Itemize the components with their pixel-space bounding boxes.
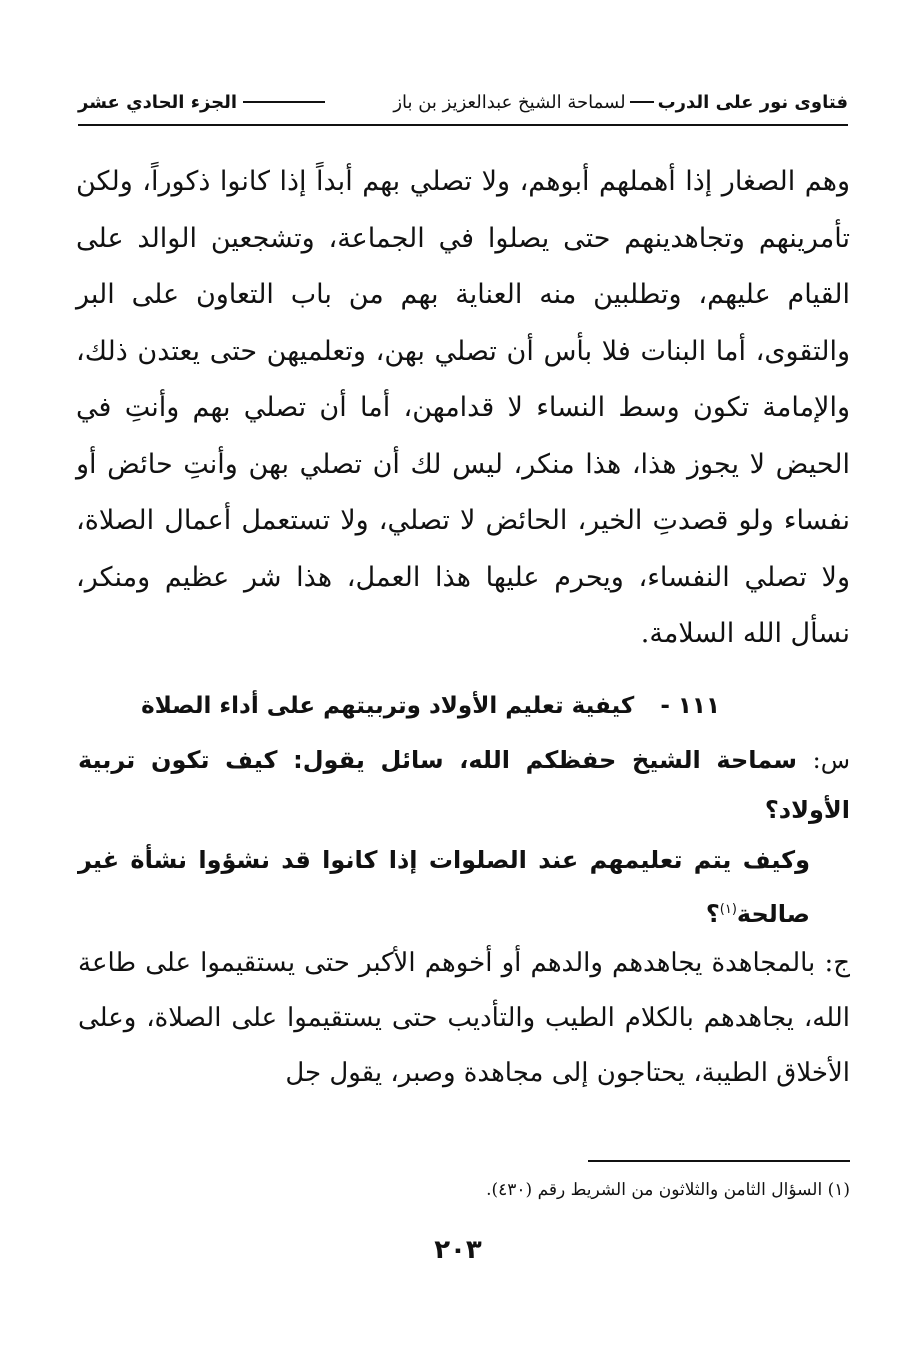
page-number: ٢٠٣: [434, 1235, 482, 1265]
header-series-title: فتاوى نور على الدرب: [657, 91, 848, 113]
footnote: (١) السؤال الثامن والثلاثون من الشريط رقم (٤٣٠).: [486, 1180, 850, 1200]
header-series-author: [393, 92, 848, 113]
question-text-2: وكيف يتم تعليمهم عند الصلوات إذا كانوا قد نشؤوا نشأة غير صالحة: [78, 846, 810, 928]
section-title: كيفية تعليم الأولاد وتربيتهم على أداء الصلاة: [141, 693, 635, 719]
body-paragraph: [76, 154, 850, 663]
question-label: س:: [812, 746, 851, 774]
header-rule-segment: [243, 101, 325, 103]
header-underline: [78, 124, 848, 126]
answer-block: [78, 936, 850, 1101]
question-line-1: [78, 735, 850, 835]
header-dash: [630, 101, 654, 103]
header-volume: الجزء الحادي عشر: [78, 91, 238, 113]
section-heading: [141, 693, 720, 719]
footnote-reference[interactable]: (١): [719, 902, 737, 917]
question-block: [78, 735, 850, 939]
answer-text: بالمجاهدة يجاهدهم والدهم أو أخوهم الأكبر حتى يستقيموا على طاعة الله، يجاهدهم بالكلام الطيب والتأديب حتى يستقيموا على الصلاة، وعلى الأخلاق الطيبة، يحتاجون إلى مجاهدة وصبر، يقول جل: [78, 948, 850, 1088]
question-line-2: [78, 835, 850, 939]
header-author: لسماحة الشيخ عبدالعزيز بن باز: [393, 91, 626, 113]
paragraph-text: وهم الصغار إذا أهملهم أبوهم، ولا تصلي بهم أبداً إذا كانوا ذكوراً، ولكن تأمرينهم وتجاهدينهم حتى يصلوا في الجماعة، وتشجعين الوالد على القيام عليهم، وتطلبين منه العناية بهم من باب التعاون على البر والتقوى، أما البنات فلا بأس أن تصلي بهن، وتعلميهن حتى يعتدن ذلك، والإمامة تكون وسط النساء لا قدامهن، أما أن تصلي بهم وأنتِ في الحيض لا يجوز هذا، هذا منكر، ليس لك أن تصلي بهن وأنتِ حائض أو نفساء ولو قصدتِ الخير، الحائض لا تصلي، ولا تستعمل أعمال الصلاة، ولا تصلي النفساء، ويحرم عليها هذا العمل، هذا شر عظيم ومنكر، نسأل الله السلامة.: [76, 166, 851, 649]
footnote-separator: [588, 1160, 850, 1162]
running-header: [78, 88, 848, 116]
header-volume-group: [78, 92, 331, 113]
section-number: ١١١ -: [660, 693, 720, 719]
question-end-mark: ؟: [705, 900, 720, 928]
answer-label: ج:: [824, 948, 851, 978]
question-text-1: سماحة الشيخ حفظكم الله، سائل يقول: كيف تكون تربية الأولاد؟: [78, 746, 850, 824]
